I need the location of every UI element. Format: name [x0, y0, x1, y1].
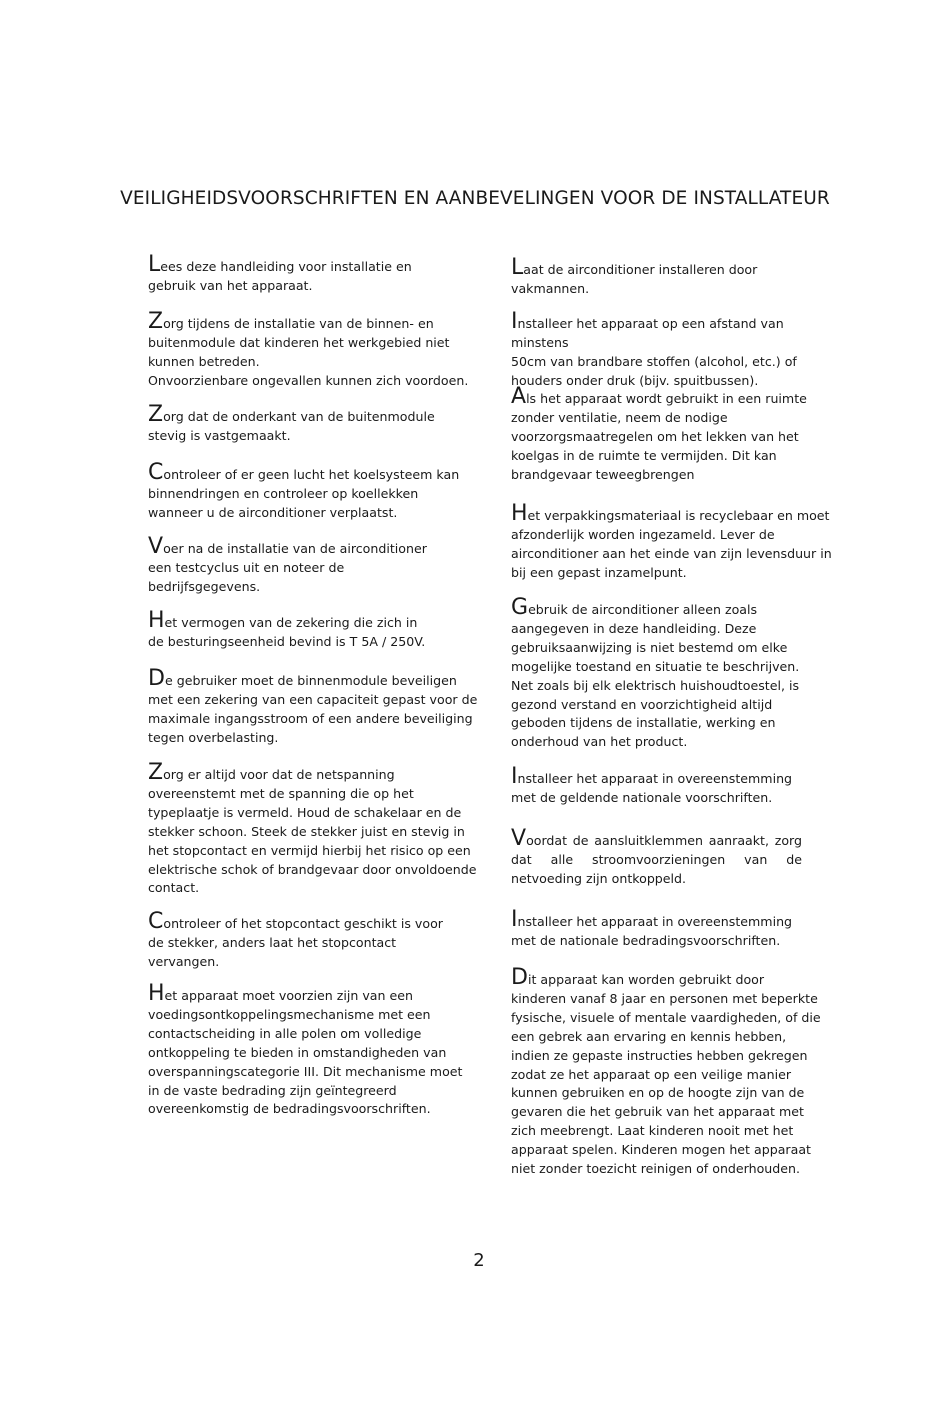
safety-paragraph [148, 252, 478, 296]
safety-paragraph [511, 309, 836, 391]
safety-paragraph [511, 965, 836, 1179]
safety-paragraph [511, 255, 836, 299]
paragraph-text: oordat de aansluitklemmen aanraakt, zorg dat alle stroomvoorzieningen van de netvoeding zijn ontkoppeld. [511, 833, 802, 886]
safety-paragraph [148, 402, 478, 446]
safety-paragraph [148, 608, 478, 652]
safety-paragraph [511, 595, 836, 752]
safety-paragraph [511, 764, 836, 808]
initial-letter: D [148, 666, 165, 691]
safety-paragraph [148, 981, 478, 1119]
paragraph-text: nstalleer het apparaat in overeenstemming met de nationale bedradingsvoorschriften. [511, 914, 793, 948]
safety-paragraph [511, 826, 802, 889]
paragraph-text: ls het apparaat wordt gebruikt in een ruimte zonder ventilatie, neem de nodige voorzorgsmaatregelen om het lekken van het koelgas in de ruimte te vermijden. Dit kan brandgevaar teweegbrengen [511, 391, 807, 482]
paragraph-text: et verpakkingsmateriaal is recyclebaar en moet afzonderlijk worden ingezameld. Lever de airconditioner aan het einde van zijn levensduur in bij een gepast inzamelpunt. [511, 508, 832, 580]
page-number: 2 [473, 1250, 485, 1271]
safety-paragraph [148, 909, 478, 972]
initial-letter: L [148, 252, 161, 277]
paragraph-text: ontroleer of het stopcontact geschikt is voor de stekker, anders laat het stopcontact vervangen. [148, 916, 443, 969]
initial-letter: V [148, 534, 164, 559]
paragraph-text: et apparaat moet voorzien zijn van een voedingsontkoppelingsmechanisme met een contactscheiding in alle polen om volledige ontkoppeling te bieden in omstandigheden van overspanningscategorie III. Dit mechanisme moet in de vaste bedrading zijn geïntegreerd overeenkomstig de bedradingsvoorschriften. [148, 988, 463, 1117]
initial-letter: Z [148, 760, 164, 785]
paragraph-text: ontroleer of er geen lucht het koelsysteem kan binnendringen en controleer op koellekken wanneer u de airconditioner verplaatst. [148, 467, 460, 520]
initial-letter: A [511, 384, 527, 409]
paragraph-text: it apparaat kan worden gebruikt door kinderen vanaf 8 jaar en personen met beperkte fysische, visuele of mentale vaardigheden, of die een gebrek aan ervaring en kennis hebben, indien ze gepaste instructies hebben gekregen zodat ze het apparaat op een veilige manier kunnen gebruiken en op de hoogte zijn van de gevaren die het gebruik van het apparaat met zich meebrengt. Laat kinderen nooit met het apparaat spelen. Kinderen mogen het apparaat niet zonder toezicht reinigen of onderhouden. [511, 972, 821, 1177]
initial-letter: C [148, 460, 164, 485]
initial-letter: G [511, 595, 529, 620]
paragraph-text: et vermogen van de zekering die zich in de besturingseenheid bevind is T 5A / 250V. [148, 615, 426, 649]
paragraph-text: ees deze handleiding voor installatie en gebruik van het apparaat. [148, 259, 412, 293]
initial-letter: I [511, 309, 518, 334]
safety-paragraph [511, 907, 836, 951]
safety-paragraph [511, 501, 836, 583]
initial-letter: H [148, 981, 165, 1006]
paragraph-text: org tijdens de installatie van de binnen- en buitenmodule dat kinderen het werkgebied niet kunnen betreden. Onvoorzienbare ongevallen kunnen zich voordoen. [148, 316, 469, 388]
safety-paragraph [148, 666, 478, 748]
paragraph-text: oer na de installatie van de airconditioner een testcyclus uit en noteer de bedrijfsgegevens. [148, 541, 427, 594]
paragraph-text: nstalleer het apparaat in overeenstemming met de geldende nationale voorschriften. [511, 771, 793, 805]
initial-letter: C [148, 909, 164, 934]
paragraph-text: org er altijd voor dat de netspanning overeenstemt met de spanning die op het typeplaatje is vermeld. Houd de schakelaar en de stekker schoon. Steek de stekker juist en stevig in het stopcontact en vermijd hierbij het risico op een elektrische schok of brandgevaar door onvoldoende contact. [148, 767, 477, 896]
safety-paragraph [511, 384, 836, 485]
initial-letter: I [511, 907, 518, 932]
initial-letter: Z [148, 309, 164, 334]
initial-letter: H [148, 608, 165, 633]
initial-letter: H [511, 501, 528, 526]
safety-paragraph [148, 534, 478, 597]
paragraph-text: org dat de onderkant van de buitenmodule stevig is vastgemaakt. [148, 409, 435, 443]
initial-letter: L [511, 255, 524, 280]
safety-paragraph [148, 460, 478, 523]
safety-paragraph [148, 760, 478, 898]
initial-letter: D [511, 965, 528, 990]
initial-letter: V [511, 826, 527, 851]
paragraph-text: nstalleer het apparaat op een afstand van minstens 50cm van brandbare stoffen (alcohol, etc.) of houders onder druk (bijv. spuitbussen). [511, 316, 797, 388]
paragraph-text: e gebruiker moet de binnenmodule beveiligen met een zekering van een capaciteit gepast voor de maximale ingangsstroom of een andere beveiliging tegen overbelasting. [148, 673, 478, 745]
safety-paragraph [148, 309, 478, 391]
initial-letter: I [511, 764, 518, 789]
page-title: VEILIGHEIDSVOORSCHRIFTEN EN AANBEVELINGEN VOOR DE INSTALLATEUR [120, 188, 830, 209]
initial-letter: Z [148, 402, 164, 427]
paragraph-text: ebruik de airconditioner alleen zoals aangegeven in deze handleiding. Deze gebruiksaanwijzing is niet bestemd om elke mogelijke toestand en situatie te beschrijven. Net zoals bij elk elektrisch huishoudtoestel, is gezond verstand en voorzichtigheid altijd geboden tijdens de installatie, werking en onderhoud van het product. [511, 602, 800, 750]
paragraph-text: aat de airconditioner installeren door vakmannen. [511, 262, 758, 296]
